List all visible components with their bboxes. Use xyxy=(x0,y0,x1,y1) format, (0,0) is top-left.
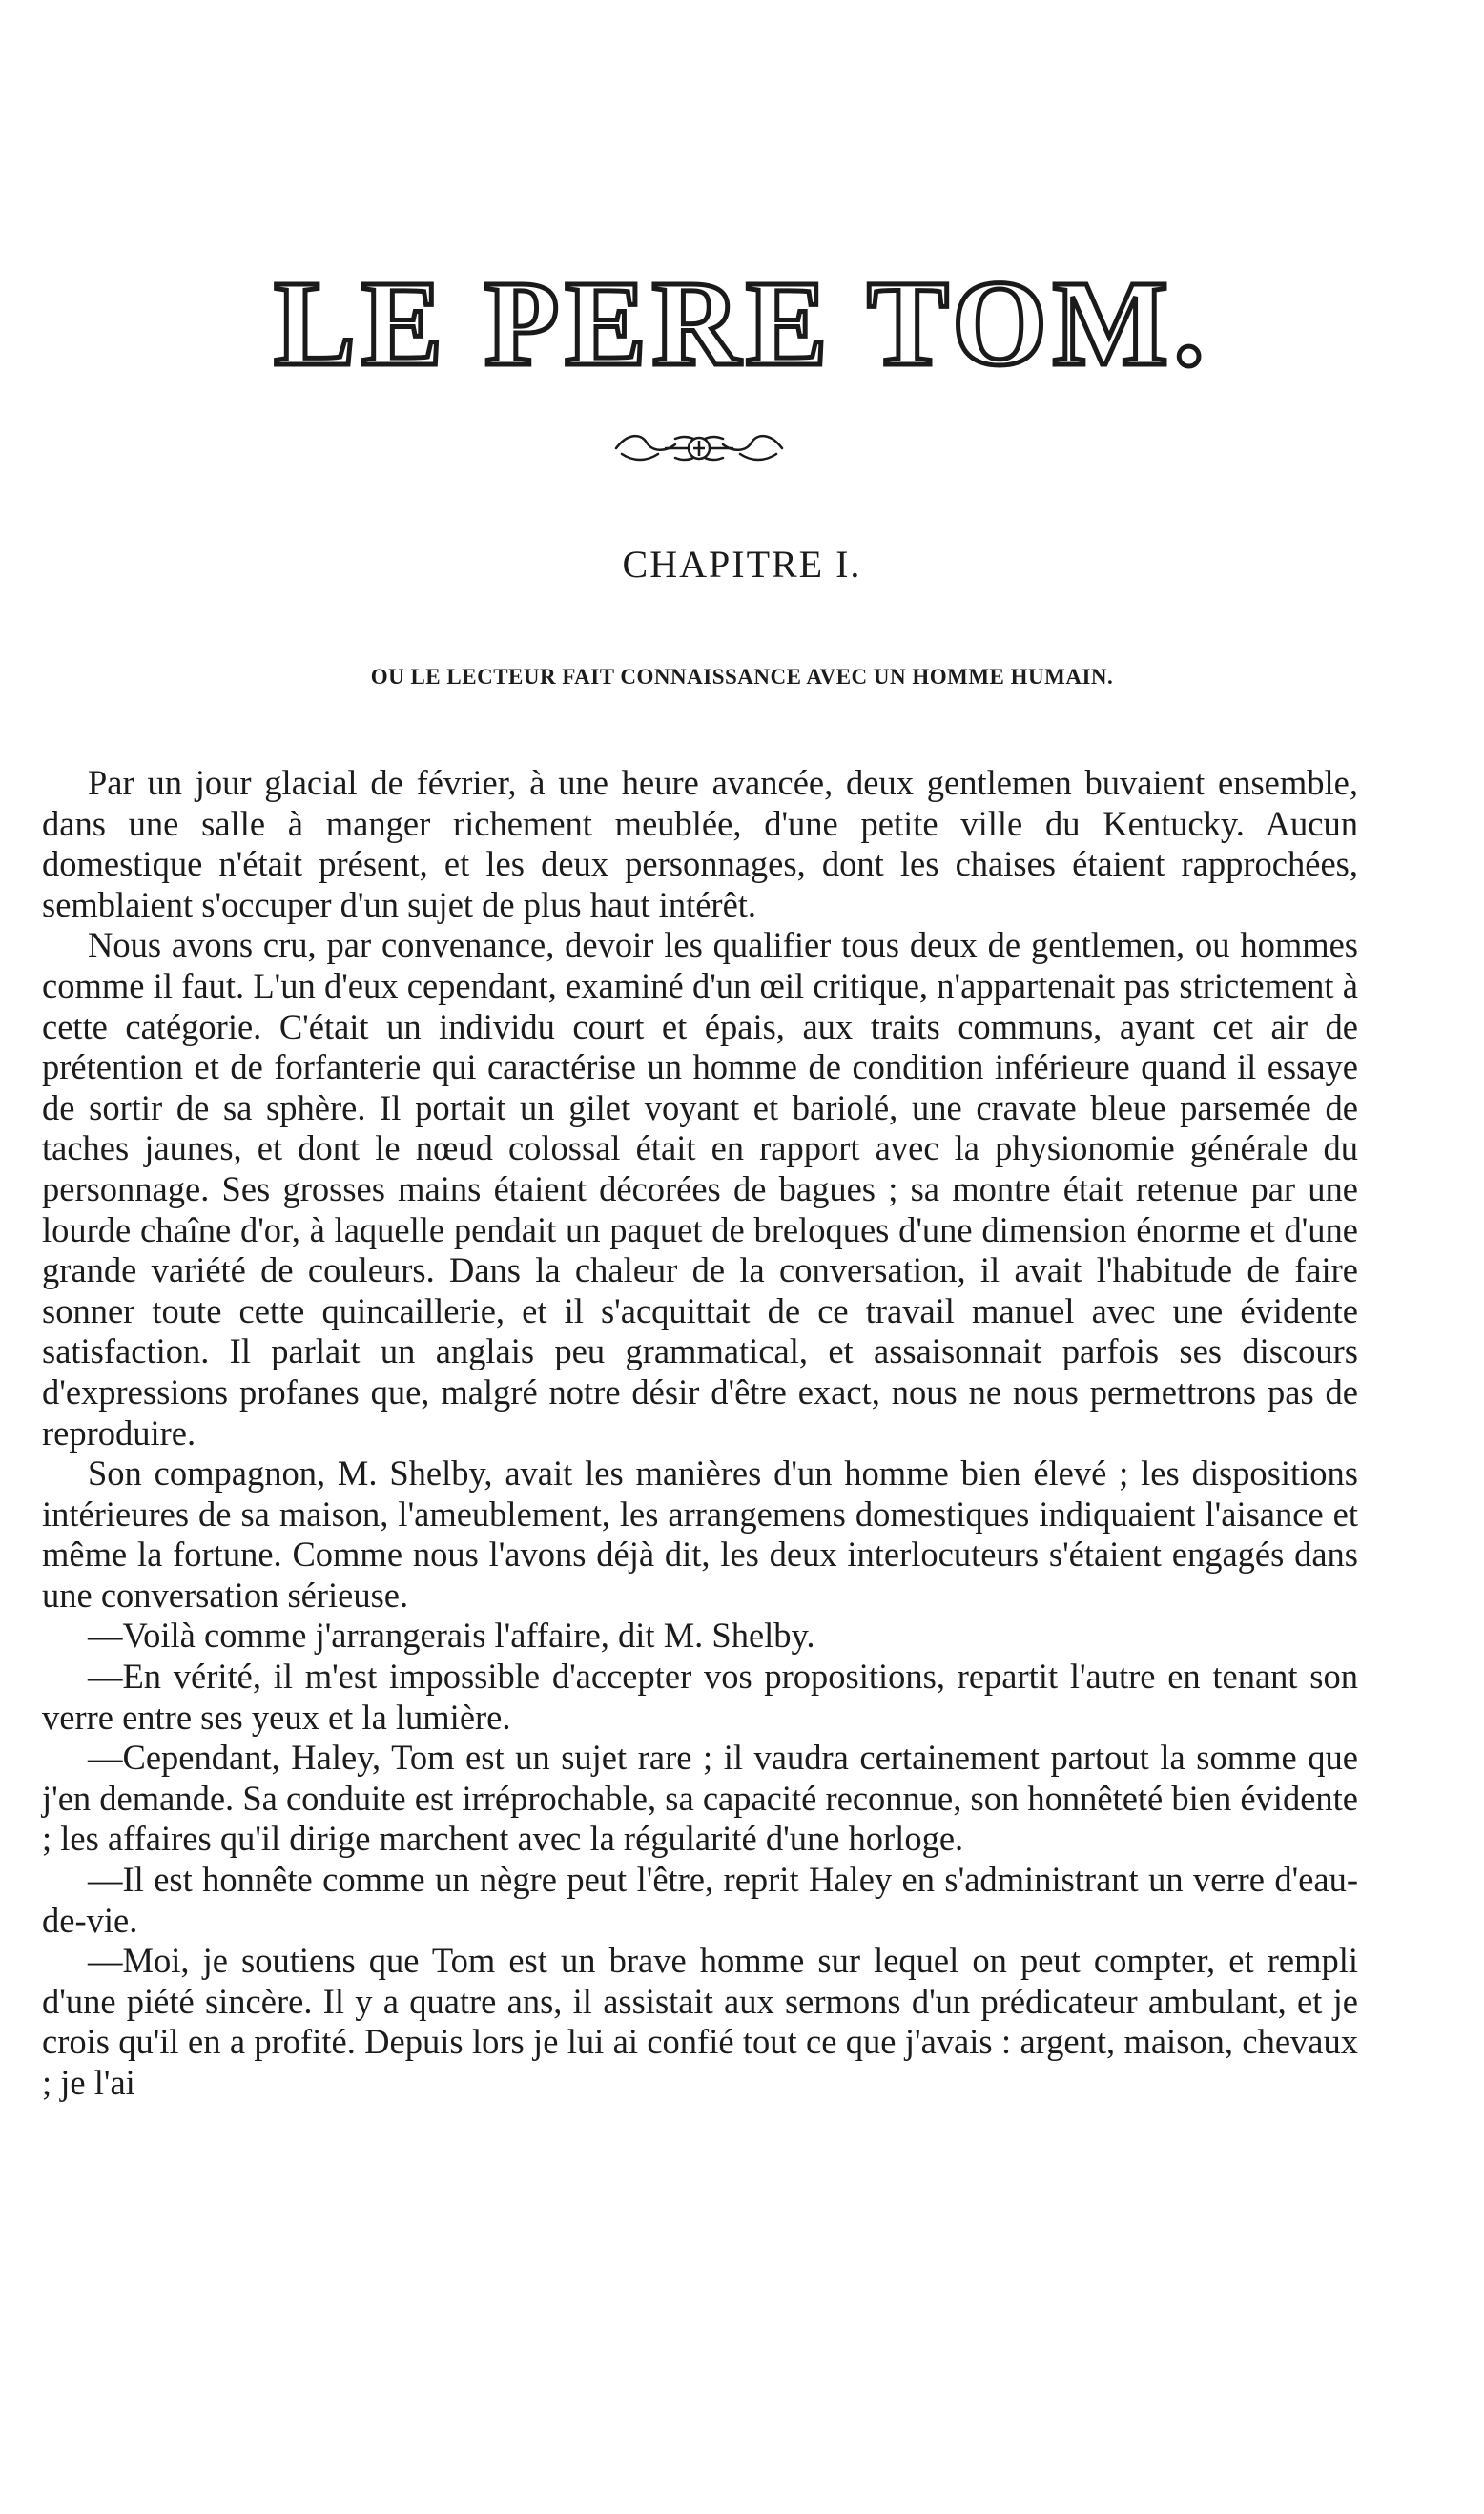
book-title: LE PERE TOM. xyxy=(274,256,1210,391)
paragraph: —Cependant, Haley, Tom est un sujet rare ; il vaudra certainement partout la somme que j'en demande. Sa conduite est irréprochable, sa capacité reconnue, son honnêteté bien évidente ; les affaires qu'il dirige marchent avec la régularité d'une horloge. xyxy=(42,1738,1358,1859)
paragraph: —Voilà comme j'arrangerais l'affaire, dit M. Shelby. xyxy=(88,1616,815,1656)
body-text xyxy=(42,763,1358,2104)
chapter-heading: CHAPITRE I. xyxy=(622,543,862,586)
chapter-subtitle: OU LE LECTEUR FAIT CONNAISSANCE AVEC UN HOMME HUMAIN. xyxy=(370,665,1114,689)
paragraph: —En vérité, il m'est impossible d'accepter vos propositions, repartit l'autre en tenant son verre entre ses yeux et la lumière. xyxy=(42,1657,1358,1737)
paragraph: Son compagnon, M. Shelby, avait les manières d'un homme bien élevé ; les dispositions intérieures de sa maison, l'ameublement, les arrangemens domestiques indiquaient l'aisance et même la fortune. Comme nous l'avons déjà dit, les deux interlocuteurs s'étaient engagés dans une conversation sérieuse. xyxy=(42,1453,1358,1615)
paragraph: —Moi, je soutiens que Tom est un brave homme sur lequel on peut compter, et rempli d'une piété sincère. Il y a quatre ans, il assistait aux sermons d'un prédicateur ambulant, et je crois qu'il en a profité. Depuis lors je lui ai confié tout ce que j'avais : argent, maison, chevaux ; je l'ai xyxy=(42,1941,1358,2102)
paragraph: Par un jour glacial de février, à une heure avancée, deux gentlemen buvaient ensemble, dans une salle à manger richement meublée, d'une petite ville du Kentucky. Aucun domestique n'était présent, et les deux personnages, dont les chaises étaient rapprochées, semblaient s'occuper d'un sujet de plus haut intérêt. xyxy=(42,763,1358,924)
paragraph: Nous avons cru, par convenance, devoir les qualifier tous deux de gentlemen, ou hommes comme il faut. L'un d'eux cependant, examiné d'un œil critique, n'appartenait pas strictement à cette catégorie. C'était un individu court et épais, aux traits communs, ayant cet air de prétention et de forfanterie qui caractérise un homme de condition inférieure quand il essaye de sortir de sa sphère. Il portait un gilet voyant et bariolé, une cravate bleue parsemée de taches jaunes, et dont le nœud colossal était en rapport avec la physionomie générale du personnage. Ses grosses mains étaient décorées de bagues ; sa montre était retenue par une lourde chaîne d'or, à laquelle pendait un paquet de breloques d'une dimension énorme et d'une grande variété de couleurs. Dans la chaleur de la conversation, il avait l'habitude de faire sonner toute cette quincaillerie, et il s'acquittait de ce travail manuel avec une évidente satisfaction. Il parlait un anglais peu grammatical, et assaisonnait parfois ses discours d'expressions profanes que, malgré notre désir d'être exact, nous ne nous permettrons pas de reproduire. xyxy=(42,925,1358,1453)
ornament-divider xyxy=(608,420,790,477)
paragraph: —Il est honnête comme un nègre peut l'être, reprit Haley en s'administrant un verre d'eau-de-vie. xyxy=(42,1860,1358,1940)
